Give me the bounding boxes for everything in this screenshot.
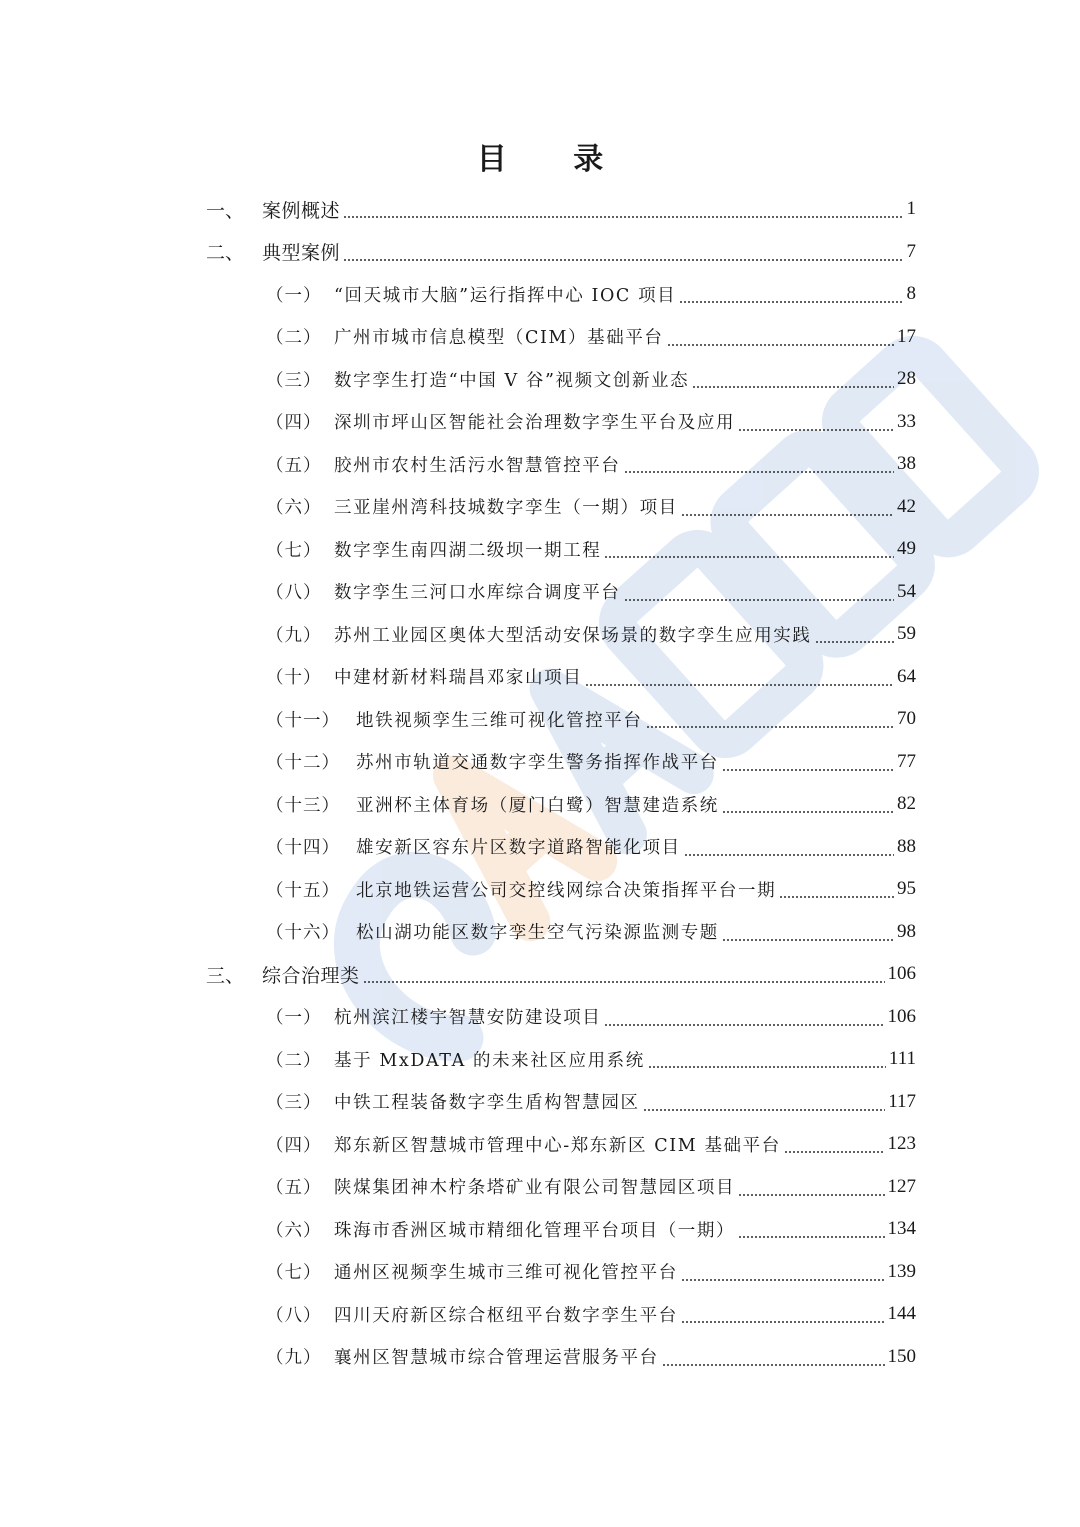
toc-entry[interactable] xyxy=(266,868,916,910)
toc-entry-number: （一） xyxy=(266,1008,322,1028)
toc-entry-title: 北京地铁运营公司交控线网综合决策指挥平台一期 xyxy=(356,880,777,901)
toc-entry-page-number: 28 xyxy=(897,368,916,389)
toc-dot-leader xyxy=(722,769,894,771)
toc-entry-number: （十二） xyxy=(266,753,340,773)
toc-entry-title: 四川天府新区综合枢纽平台数字孪生平台 xyxy=(334,1305,678,1326)
toc-entry-number: （十一） xyxy=(266,710,340,731)
toc-entry[interactable] xyxy=(266,911,916,953)
toc-entry-page-number: 134 xyxy=(887,1218,916,1239)
toc-entry-page-number: 98 xyxy=(897,920,916,942)
toc-entry-title: 中建材新材料瑞昌邓家山项目 xyxy=(334,668,583,688)
toc-entry-page-number: 33 xyxy=(897,410,916,432)
toc-entry-number: （八） xyxy=(266,583,322,603)
toc-dot-leader xyxy=(679,301,903,303)
page-title: 目 录 xyxy=(476,142,632,177)
toc-entry-title: 雄安新区容东片区数字道路智能化项目 xyxy=(356,838,681,858)
toc-entry-page-number: 38 xyxy=(897,453,916,474)
toc-entry-number: 一、 xyxy=(206,199,245,222)
toc-entry-title: 数字孪生三河口水库综合调度平台 xyxy=(334,583,621,603)
toc-entry-number: （十三） xyxy=(266,795,340,816)
toc-dot-leader xyxy=(684,854,894,856)
toc-entry-page-number: 17 xyxy=(897,325,916,347)
toc-entry-title: 三亚崖州湾科技城数字孪生（一期）项目 xyxy=(334,498,678,518)
toc-entry-title: 综合治理类 xyxy=(262,964,360,987)
toc-entry-title: 陕煤集团神木柠条塔矿业有限公司智慧园区项目 xyxy=(334,1178,736,1198)
toc-entry-page-number: 139 xyxy=(887,1260,916,1282)
toc-dot-leader xyxy=(738,1194,884,1196)
toc-entry-page-number: 1 xyxy=(906,198,916,219)
toc-entry-number: （七） xyxy=(266,540,322,561)
toc-dot-leader xyxy=(722,811,894,813)
toc-entry[interactable] xyxy=(266,1038,916,1080)
toc-dot-leader xyxy=(643,1109,886,1111)
toc-entry-title: 郑东新区智慧城市管理中心-郑东新区 CIM 基础平台 xyxy=(334,1135,781,1156)
toc-entry-page-number: 42 xyxy=(897,495,916,517)
toc-entry-page-number: 64 xyxy=(897,665,916,687)
toc-dot-leader xyxy=(604,556,894,558)
toc-dot-leader xyxy=(815,641,895,643)
toc-entry-page-number: 106 xyxy=(887,963,916,984)
toc-entry-title: 襄州区智慧城市综合管理运营服务平台 xyxy=(334,1348,659,1368)
toc-entry-number: （三） xyxy=(266,1093,322,1113)
toc-entry-title: 基于 MxDATA 的未来社区应用系统 xyxy=(334,1050,645,1071)
toc-entry-number: （二） xyxy=(266,328,322,348)
toc-entry[interactable] xyxy=(266,613,916,655)
toc-entry[interactable] xyxy=(266,316,916,358)
toc-entry-number: 二、 xyxy=(206,242,245,264)
toc-entry-number: （五） xyxy=(266,455,322,476)
toc-entry-number: （九） xyxy=(266,1348,322,1368)
toc-entry-number: （五） xyxy=(266,1178,322,1198)
toc-dot-leader xyxy=(343,259,903,261)
toc-dot-leader xyxy=(624,471,895,473)
toc-entry-page-number: 111 xyxy=(888,1048,916,1069)
toc-entry-page-number: 117 xyxy=(888,1090,916,1112)
toc-dot-leader xyxy=(784,1151,885,1153)
toc-entry[interactable] xyxy=(266,656,916,698)
toc-entry-number: （九） xyxy=(266,625,322,646)
toc-entry-page-number: 54 xyxy=(897,580,916,602)
toc-entry-page-number: 77 xyxy=(897,750,916,772)
toc-entry-page-number: 49 xyxy=(897,538,916,559)
toc-dot-leader xyxy=(738,1236,884,1238)
toc-entry[interactable] xyxy=(266,443,916,485)
toc-entry-page-number: 127 xyxy=(887,1175,916,1197)
toc-entry-title: 珠海市香洲区城市精细化管理平台项目（一期） xyxy=(334,1220,736,1241)
toc-entry[interactable] xyxy=(266,783,916,825)
toc-entry-title: 亚洲杯主体育场（厦门白鹭）智慧建造系统 xyxy=(356,795,719,816)
toc-dot-leader xyxy=(646,726,895,728)
toc-entry-number: （八） xyxy=(266,1305,322,1326)
toc-entry-number: （四） xyxy=(266,1135,322,1156)
toc-dot-leader xyxy=(779,896,894,898)
toc-entry-title: 杭州滨江楼宇智慧安防建设项目 xyxy=(334,1008,602,1028)
toc-entry[interactable] xyxy=(266,1208,916,1250)
toc-entry[interactable] xyxy=(266,698,916,740)
toc-entry-title: 中铁工程装备数字孪生盾构智慧园区 xyxy=(334,1093,640,1113)
toc-dot-leader xyxy=(662,1364,885,1366)
toc-entry[interactable] xyxy=(206,188,916,230)
toc-entry[interactable] xyxy=(266,1166,916,1208)
toc-dot-leader xyxy=(667,344,894,346)
toc-dot-leader xyxy=(681,514,894,516)
toc-entry-page-number: 8 xyxy=(906,283,916,304)
toc-entry-title: “回天城市大脑”运行指挥中心 IOC 项目 xyxy=(334,285,677,306)
toc-entry-page-number: 123 xyxy=(887,1133,916,1154)
toc-entry[interactable] xyxy=(266,1251,916,1293)
toc-entry-page-number: 95 xyxy=(897,878,916,899)
toc-entry[interactable] xyxy=(266,358,916,400)
toc-entry-number: （十六） xyxy=(266,923,340,943)
toc-entry-number: （三） xyxy=(266,370,322,391)
toc-entry-number: （十五） xyxy=(266,880,340,901)
toc-entry-title: 案例概述 xyxy=(262,199,341,222)
toc-entry-number: （六） xyxy=(266,498,322,518)
toc-entry-title: 数字孪生南四湖二级坝一期工程 xyxy=(334,540,602,561)
toc-entry-title: 松山湖功能区数字孪生空气污染源监测专题 xyxy=(356,923,719,943)
toc-entry-number: （七） xyxy=(266,1263,322,1283)
toc-entry[interactable] xyxy=(266,996,916,1038)
toc-dot-leader xyxy=(343,216,903,218)
toc-entry-title: 广州市城市信息模型（CIM）基础平台 xyxy=(334,328,664,348)
toc-entry[interactable] xyxy=(266,1081,916,1123)
toc-entry-number: 三、 xyxy=(206,964,245,987)
toc-entry-title: 苏州工业园区奥体大型活动安保场景的数字孪生应用实践 xyxy=(334,625,812,646)
toc-entry-title: 胶州市农村生活污水智慧管控平台 xyxy=(334,455,621,476)
toc-entry-page-number: 144 xyxy=(887,1303,916,1324)
toc-entry[interactable] xyxy=(266,826,916,868)
toc-entry-page-number: 7 xyxy=(906,240,916,262)
toc-entry-number: （一） xyxy=(266,285,322,306)
toc-entry[interactable] xyxy=(266,571,916,613)
toc-entry[interactable] xyxy=(266,741,916,783)
toc-entry-title: 深圳市坪山区智能社会治理数字孪生平台及应用 xyxy=(334,413,736,433)
toc-entry-title: 通州区视频孪生城市三维可视化管控平台 xyxy=(334,1263,678,1283)
toc-entry[interactable] xyxy=(266,486,916,528)
toc-dot-leader xyxy=(648,1066,886,1068)
toc-entry-page-number: 82 xyxy=(897,793,916,814)
toc-entry-number: （四） xyxy=(266,413,322,433)
toc-entry-number: （十四） xyxy=(266,838,340,858)
toc-dot-leader xyxy=(604,1024,884,1026)
toc-entry-title: 苏州市轨道交通数字孪生警务指挥作战平台 xyxy=(356,753,719,773)
toc-entry-page-number: 106 xyxy=(887,1005,916,1027)
toc-entry-page-number: 70 xyxy=(897,708,916,729)
toc-dot-leader xyxy=(692,386,894,388)
toc-dot-leader xyxy=(681,1321,885,1323)
toc-entry[interactable] xyxy=(266,528,916,570)
toc-entry-number: （二） xyxy=(266,1050,322,1071)
toc-entry-number: （六） xyxy=(266,1220,322,1241)
toc-entry-page-number: 59 xyxy=(897,623,916,644)
toc-entry-title: 典型案例 xyxy=(262,242,341,264)
toc-dot-leader xyxy=(722,939,894,941)
toc-entry[interactable] xyxy=(266,401,916,443)
toc-dot-leader xyxy=(585,684,894,686)
toc-entry-title: 地铁视频孪生三维可视化管控平台 xyxy=(356,710,643,731)
toc-entry-page-number: 150 xyxy=(887,1345,916,1367)
toc-entry[interactable] xyxy=(266,1293,916,1335)
toc-dot-leader xyxy=(681,1279,885,1281)
toc-dot-leader xyxy=(738,429,894,431)
toc-entry[interactable] xyxy=(266,273,916,315)
toc-entry[interactable] xyxy=(206,231,916,273)
toc-entry-page-number: 88 xyxy=(897,835,916,857)
toc-entry[interactable] xyxy=(266,1336,916,1378)
toc-entry-title: 数字孪生打造“中国 V 谷”视频文创新业态 xyxy=(334,370,690,391)
toc-entry-number: （十） xyxy=(266,668,322,688)
toc-dot-leader xyxy=(624,599,895,601)
toc-entry[interactable] xyxy=(206,953,916,995)
toc-entry[interactable] xyxy=(266,1123,916,1165)
toc-dot-leader xyxy=(363,981,885,983)
